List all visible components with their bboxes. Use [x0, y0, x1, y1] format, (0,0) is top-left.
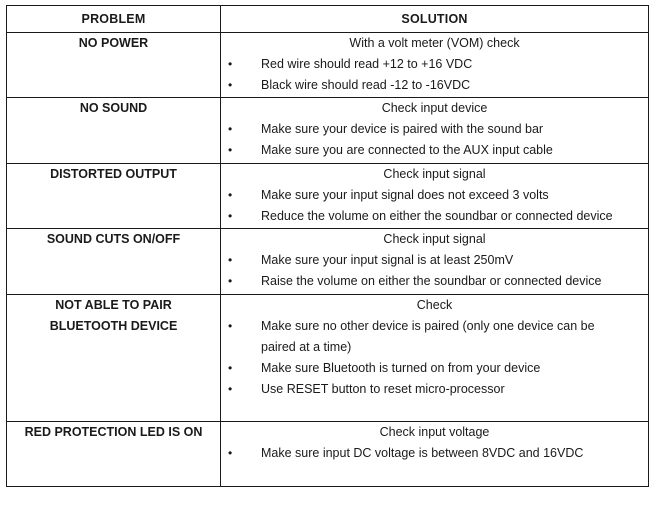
solution-list: [221, 250, 648, 292]
solution-list: [221, 54, 648, 96]
list-item-text: Red wire should read +12 to +16 VDC: [261, 57, 473, 71]
problem-text: SOUND CUTS ON/OFF: [46, 232, 181, 246]
solution-cell: [221, 164, 649, 229]
list-item-text: Black wire should read -12 to -16VDC: [261, 78, 471, 92]
table-row: [7, 229, 649, 295]
problem-text: NO SOUND: [79, 101, 148, 115]
solution-heading: Check input signal: [383, 232, 486, 246]
bullet-icon: •: [228, 319, 233, 333]
list-item: [221, 250, 648, 271]
list-item: [221, 358, 648, 379]
problem-cell: [7, 422, 221, 487]
list-item-text: Make sure input DC voltage is between 8VDC and 16VDC: [261, 446, 584, 460]
problem-cell: [7, 295, 221, 422]
list-item: [221, 185, 648, 206]
list-item: [221, 316, 648, 358]
list-item-text: Make sure your device is paired with the sound bar: [261, 122, 544, 136]
problem-column-header: PROBLEM: [7, 6, 221, 33]
problem-cell: [7, 98, 221, 164]
problem-cell: [7, 229, 221, 295]
bullet-icon: •: [228, 274, 233, 288]
problem-text: NO POWER: [78, 36, 149, 50]
list-item-text: Make sure you are connected to the AUX input cable: [261, 143, 553, 157]
list-item-text: Make sure your input signal does not exceed 3 volts: [261, 188, 549, 202]
solution-cell: [221, 422, 649, 487]
problem-cell: [7, 33, 221, 98]
solution-cell: [221, 295, 649, 422]
table-row: [7, 98, 649, 164]
bullet-icon: •: [228, 143, 233, 157]
list-item: [221, 140, 648, 161]
solution-heading: Check input device: [381, 101, 488, 115]
bullet-icon: •: [228, 188, 233, 202]
troubleshooting-table: [6, 5, 649, 487]
solution-heading: Check input voltage: [379, 425, 490, 439]
bullet-icon: •: [228, 57, 233, 71]
table-row: [7, 295, 649, 422]
solution-list: [221, 443, 648, 464]
list-item-text: Reduce the volume on either the soundbar or connected device: [261, 209, 613, 223]
list-item-text: Raise the volume on either the soundbar or connected device: [261, 274, 602, 288]
bullet-icon: •: [228, 78, 233, 92]
solution-list: [221, 119, 648, 161]
list-item: [221, 271, 648, 292]
list-item: [221, 54, 648, 75]
list-item-text: Make sure Bluetooth is turned on from your device: [261, 361, 541, 375]
solution-list: [221, 316, 648, 400]
header-row: [7, 6, 649, 33]
list-item-text: Use RESET button to reset micro-processor: [261, 382, 505, 396]
solution-column-header: SOLUTION: [221, 6, 649, 33]
bullet-icon: •: [228, 361, 233, 375]
table-row: [7, 422, 649, 487]
list-item: [221, 379, 648, 400]
bullet-icon: •: [228, 446, 233, 460]
bullet-icon: •: [228, 209, 233, 223]
problem-text: NOT ABLE TO PAIR: [55, 298, 172, 312]
solution-cell: [221, 33, 649, 98]
solution-cell: [221, 98, 649, 164]
solution-heading: Check input signal: [383, 167, 486, 181]
problem-text: BLUETOOTH DEVICE: [49, 319, 178, 333]
problem-cell: [7, 164, 221, 229]
problem-text: DISTORTED OUTPUT: [50, 167, 177, 181]
solution-list: [221, 185, 648, 227]
list-item: [221, 119, 648, 140]
solution-heading: Check: [416, 298, 453, 312]
problem-text: RED PROTECTION LED IS ON: [24, 425, 203, 439]
list-item-text: Make sure your input signal is at least 250mV: [261, 253, 514, 267]
solution-heading: With a volt meter (VOM) check: [349, 36, 520, 50]
list-item: [221, 443, 648, 464]
list-item: [221, 206, 648, 227]
table-row: [7, 164, 649, 229]
list-item-text: Make sure no other device is paired (only one device can be paired at a time): [261, 319, 595, 354]
bullet-icon: •: [228, 382, 233, 396]
table-row: [7, 33, 649, 98]
solution-cell: [221, 229, 649, 295]
list-item: [221, 75, 648, 96]
bullet-icon: •: [228, 253, 233, 267]
bullet-icon: •: [228, 122, 233, 136]
